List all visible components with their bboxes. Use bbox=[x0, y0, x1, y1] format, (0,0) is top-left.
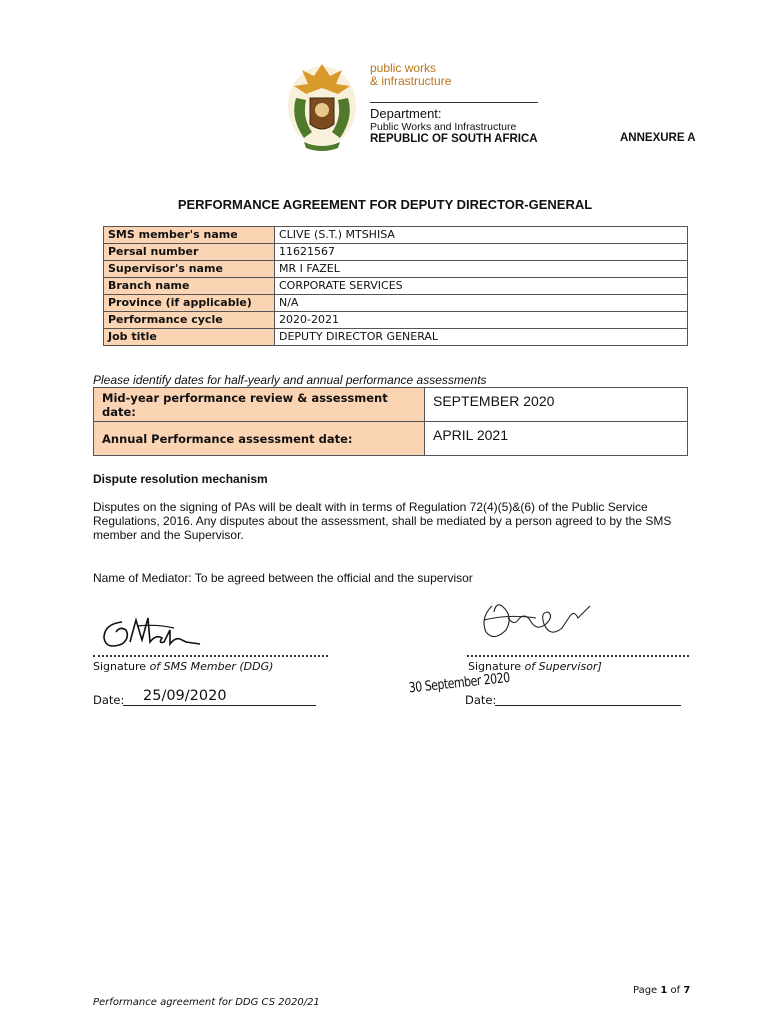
mediator-text: Name of Mediator: To be agreed between the official and the supervisor bbox=[93, 571, 473, 585]
member-signature-image bbox=[100, 612, 210, 654]
annexure-label: ANNEXURE A bbox=[620, 132, 696, 144]
date-value: SEPTEMBER 2020 bbox=[425, 388, 688, 422]
row-label: Supervisor's name bbox=[104, 261, 275, 278]
table-row bbox=[104, 227, 688, 244]
row-value: CORPORATE SERVICES bbox=[275, 278, 688, 295]
member-date-field bbox=[93, 688, 318, 707]
table-row bbox=[94, 422, 688, 456]
department-label: Department: bbox=[370, 106, 442, 121]
date-value: APRIL 2021 bbox=[425, 422, 688, 456]
table-row bbox=[104, 312, 688, 329]
date-label: Date: bbox=[93, 693, 125, 707]
brand-line-2: & infrastructure bbox=[370, 74, 452, 88]
row-label: Performance cycle bbox=[104, 312, 275, 329]
table-row bbox=[104, 244, 688, 261]
date-label: Date: bbox=[465, 693, 497, 707]
row-label: Persal number bbox=[104, 244, 275, 261]
row-label: Province (if applicable) bbox=[104, 295, 275, 312]
supervisor-signature-image bbox=[478, 598, 608, 646]
row-label: Branch name bbox=[104, 278, 275, 295]
footer-doc-name: Performance agreement for DDG CS 2020/21 bbox=[93, 997, 320, 1008]
row-value: N/A bbox=[275, 295, 688, 312]
dispute-heading: Dispute resolution mechanism bbox=[93, 472, 268, 486]
table-row bbox=[94, 388, 688, 422]
page-title: PERFORMANCE AGREEMENT FOR DEPUTY DIRECTOR-GENERAL bbox=[177, 197, 593, 212]
dispute-paragraph: Disputes on the signing of PAs will be dealt with in terms of Regulation 72(4)(5)&(6) of the Public Service Regulations, 2016. Any disputes about the assessment, shall be mediated by a person agreed to by the SMS member and the Supervisor. bbox=[93, 500, 672, 542]
supervisor-date-handwritten: 30 September 2020 bbox=[408, 669, 511, 697]
table-row bbox=[104, 261, 688, 278]
member-signature-label: Signature of SMS Member (DDG) bbox=[93, 660, 274, 673]
department-name: Public Works and Infrastructure bbox=[370, 121, 517, 133]
member-date-value: 25/09/2020 bbox=[143, 688, 227, 704]
assessment-dates-table bbox=[93, 387, 688, 456]
coat-of-arms-icon bbox=[286, 58, 358, 154]
brand-line-1: public works bbox=[370, 61, 437, 75]
row-value: DEPUTY DIRECTOR GENERAL bbox=[275, 329, 688, 346]
table-row bbox=[104, 329, 688, 346]
country-name: REPUBLIC OF SOUTH AFRICA bbox=[370, 133, 538, 145]
date-label: Annual Performance assessment date: bbox=[94, 422, 425, 456]
dates-note: Please identify dates for half-yearly and annual performance assessments bbox=[93, 373, 487, 387]
row-label: SMS member's name bbox=[104, 227, 275, 244]
table-row bbox=[104, 295, 688, 312]
brand-divider bbox=[370, 102, 538, 103]
row-label: Job title bbox=[104, 329, 275, 346]
table-row bbox=[104, 278, 688, 295]
letterhead bbox=[286, 58, 538, 154]
row-value: 11621567 bbox=[275, 244, 688, 261]
supervisor-signature-label: Signature of Supervisor] bbox=[468, 660, 602, 673]
member-info-table bbox=[103, 226, 688, 346]
member-signature-line bbox=[93, 655, 328, 657]
supervisor-signature-line bbox=[467, 655, 689, 657]
page-number: Page 1 of 7 bbox=[633, 985, 691, 996]
date-label: Mid-year performance review & assessment date: bbox=[94, 388, 425, 422]
supervisor-date-field bbox=[465, 693, 683, 707]
row-value: MR I FAZEL bbox=[275, 261, 688, 278]
row-value: 2020-2021 bbox=[275, 312, 688, 329]
row-value: CLIVE (S.T.) MTSHISA bbox=[275, 227, 688, 244]
